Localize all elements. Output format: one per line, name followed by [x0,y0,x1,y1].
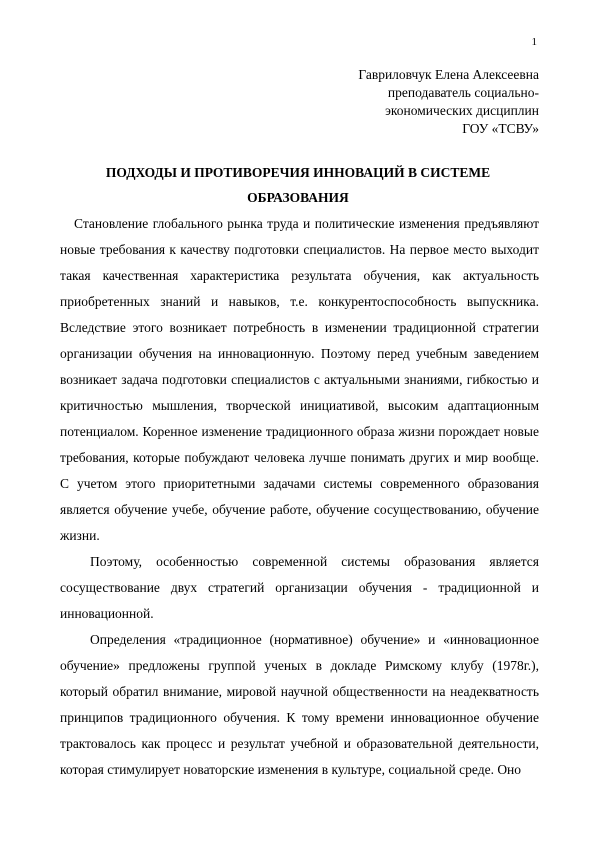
author-institution: ГОУ «ТСВУ» [462,121,539,136]
document-title [60,160,536,210]
paragraph: Определения «традиционное (нормативное) обучение» и «инновационное обучение» предложены группой ученых в докладе Римскому клубу (1978г.), который обратил внимание, мировой научной общественности на неадекватность принципов традиционного обучения. К тому времени инновационное обучение трактовалось как процесс и результат учебной и образовательной деятельности, которая стимулирует новаторские изменения в культуре, социальной среде. Оно [60,632,539,777]
body-text [60,211,539,783]
author-name: Гавриловчук Елена Алексеевна [358,67,539,82]
page-number: 1 [531,36,537,48]
title-line-1: ПОДХОДЫ И ПРОТИВОРЕЧИЯ ИННОВАЦИЙ В СИСТЕМЕ [105,165,491,180]
author-block [279,66,539,138]
author-position-line-1: преподаватель социально- [387,85,539,100]
paragraph: Поэтому, особенностью современной системы образования является сосуществование двух стратегий организации обучения - традиционной и инновационной. [60,554,539,621]
title-line-2: ОБРАЗОВАНИЯ [247,190,349,205]
author-position-line-2: экономических дисциплин [385,103,539,118]
paragraph: Становление глобального рынка труда и политические изменения предъявляют новые требования к качеству подготовки специалистов. На первое место выходит такая качественная характеристика результата обучения, как актуальность приобретенных знаний и навыков, т.е. конкурентоспособность выпускника. Вследствие этого возникает потребность в изменении традиционной стратегии организации обучения на инновационную. Поэтому перед учебным заведением возникает задача подготовки специалистов с актуальными знаниями, гибкостью и критичностью мышления, творческой инициативой, высоким адаптационным потенциалом. Коренное изменение традиционного образа жизни порождает новые требования, которые побуждают человека лучше понимать других и мир вообще. С учетом этого приоритетными задачами системы современного образования является обучение учебе, обучение работе, обучение сосуществованию, обучение жизни. [60,216,539,543]
